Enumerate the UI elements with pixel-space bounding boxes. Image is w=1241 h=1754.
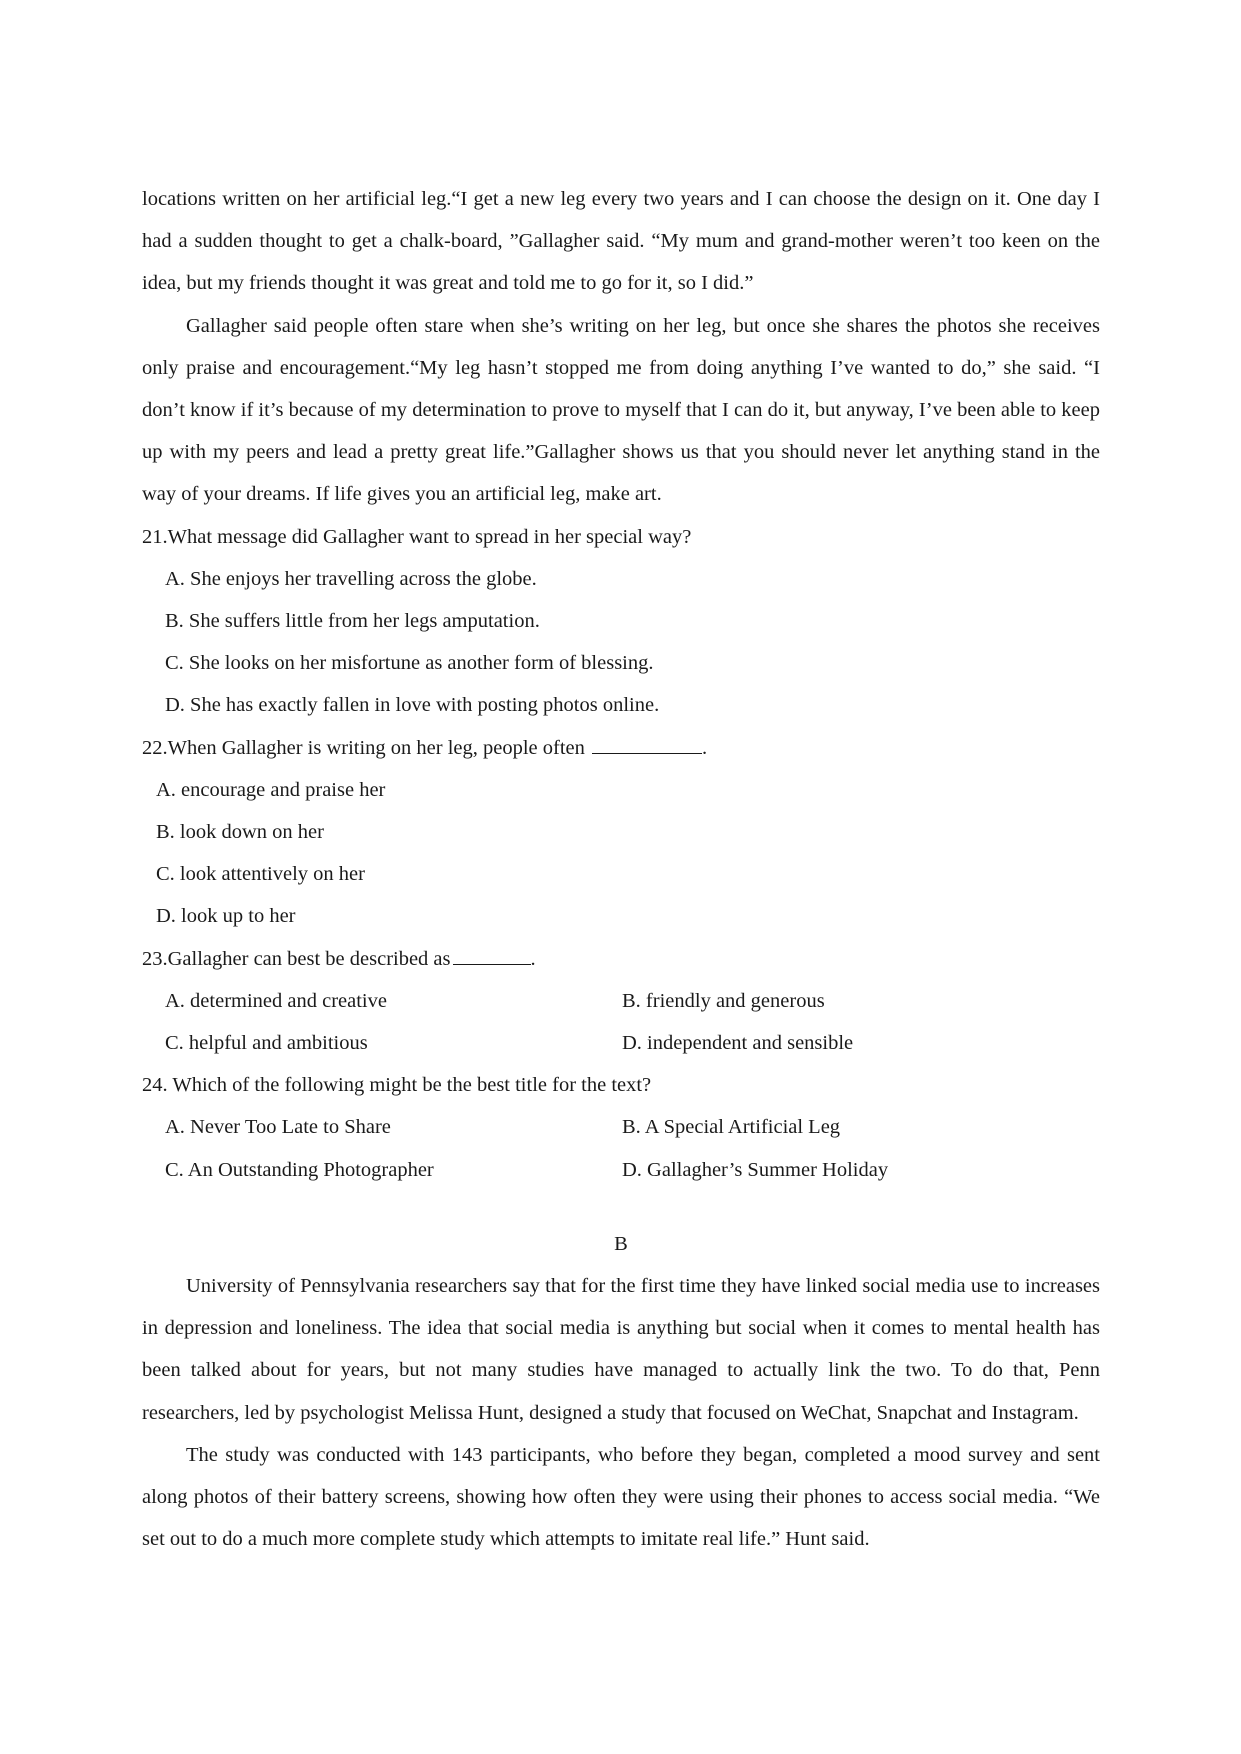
section-label: B	[614, 1232, 628, 1255]
stem-end: .	[702, 736, 708, 759]
answer-option: A. encourage and praise her	[156, 778, 386, 801]
answer-option: D. Gallagher’s Summer Holiday	[622, 1158, 889, 1181]
answer-option: A. She enjoys her travelling across the globe.	[165, 567, 537, 590]
option-row	[142, 1106, 1100, 1148]
answer-option: B. look down on her	[156, 821, 324, 844]
question-22	[142, 727, 1100, 938]
question-stem: 21.What message did Gallagher want to spread in her special way?	[142, 525, 692, 548]
option-row	[142, 980, 1100, 1022]
answer-blank	[592, 733, 702, 754]
question-stem: 24. Which of the following might be the best title for the text?	[142, 1074, 652, 1097]
question-stem-line	[142, 727, 1100, 769]
answer-option: C. An Outstanding Photographer	[165, 1158, 434, 1181]
passage-b-paragraph: University of Pennsylvania researchers say that for the first time they have linked social media use to increases in depression and loneliness. The idea that social media is anything but social when it comes to mental health has been talked about for years, but not many studies have managed to actually link the two. To do that, Penn researchers, led by psychologist Melissa Hunt, designed a study that focused on WeChat, Snapchat and Instagram.	[142, 1275, 1100, 1424]
answer-option: D. look up to her	[156, 905, 296, 928]
passage-b-paragraph: The study was conducted with 143 participants, who before they began, completed a mood survey and sent along photos of their battery screens, showing how often they were using their phones to access social media. “We set out to do a much more complete study which attempts to imitate real life.” Hunt said.	[142, 1443, 1100, 1551]
answer-option: B. She suffers little from her legs amputation.	[165, 610, 540, 633]
option-row	[142, 1149, 1100, 1191]
question-stem: 22.When Gallagher is writing on her leg, people often	[142, 736, 585, 759]
question-stem: 23.Gallagher can best be described as	[142, 947, 451, 970]
question-23	[142, 938, 1100, 1065]
question-24	[142, 1064, 1100, 1191]
answer-option: B. friendly and generous	[622, 989, 825, 1012]
answer-option: B. A Special Artificial Leg	[622, 1116, 841, 1139]
option-row	[142, 1022, 1100, 1064]
question-stem-line	[142, 938, 1100, 980]
answer-option: D. independent and sensible	[622, 1032, 854, 1055]
answer-option: A. Never Too Late to Share	[165, 1116, 391, 1139]
answer-option: C. helpful and ambitious	[165, 1032, 368, 1055]
answer-blank	[453, 944, 531, 965]
answer-option: C. She looks on her misfortune as another form of blessing.	[165, 652, 654, 675]
exam-page	[142, 178, 1100, 1561]
passage-a-paragraph: locations written on her artificial leg.“I get a new leg every two years and I can choose the design on it. One day I had a sudden thought to get a chalk-board, ”Gallagher said. “My mum and grand-mother weren’t too keen on the idea, but my friends thought it was great and told me to go for it, so I did.”	[142, 188, 1100, 295]
answer-option: D. She has exactly fallen in love with posting photos online.	[165, 694, 660, 717]
question-21	[142, 516, 1100, 727]
stem-end: .	[530, 947, 536, 970]
passage-a-paragraph: Gallagher said people often stare when she’s writing on her leg, but once she shares the photos she receives only praise and encouragement.“My leg hasn’t stopped me from doing anything I’ve wanted to do,” she said. “I don’t know if it’s because of my determination to prove to myself that I can do it, but anyway, I’ve been able to keep up with my peers and lead a pretty great life.”Gallagher shows us that you should never let anything stand in the way of your dreams. If life gives you an artificial leg, make art.	[142, 314, 1100, 506]
answer-option: A. determined and creative	[165, 989, 387, 1012]
answer-option: C. look attentively on her	[156, 863, 365, 886]
